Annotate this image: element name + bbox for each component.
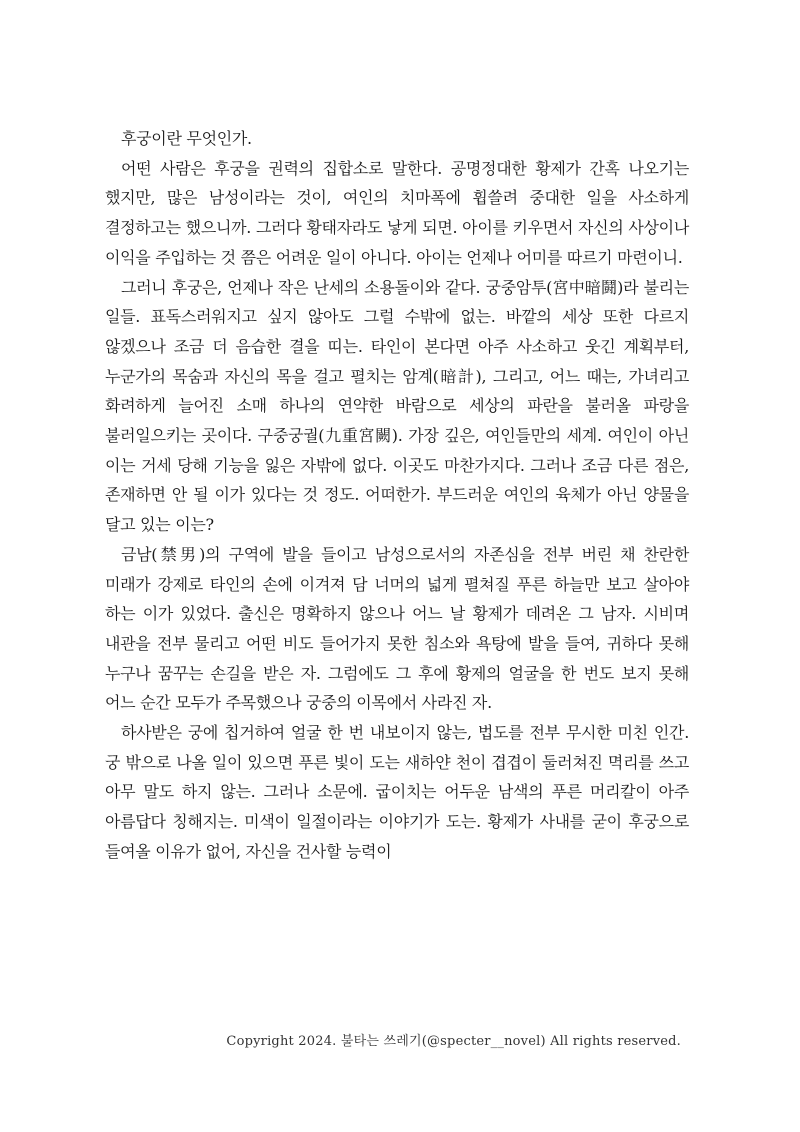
paragraph-1: 후궁이란 무엇인가. [121,129,252,148]
paragraph-5: 하사받은 궁에 칩거하여 얼굴 한 번 내보이지 않는, 법도를 전부 무시한 미친 인간. 궁 밖으로 나올 일이 있으면 푸른 빛이 도는 새하얀 천이 겹겹이 둘러쳐진 멱리를 쓰고 아무 말도 하지 않는. 그러나 소문에. 굽이치는 어두운 남색의 푸른 머리칼이 아주 아름답다 칭해지는. 미색이 일절이라는 이야기가 도는. 황제가 사내를 굳이 후궁으로 들여올 이유가 없어, 자신을 건사할 능력이 [105,723,689,861]
paragraph-3: 그러니 후궁은, 언제나 작은 난세의 소용돌이와 같다. 궁중암투(宮中暗鬪)라 불리는 일들. 표독스러워지고 싶지 않아도 그럴 수밖에 없는. 바깥의 세상 또한 다르지 않겠으나 조금 더 음습한 결을 띠는. 타인이 본다면 아주 사소하고 웃긴 계획부터, 누군가의 목숨과 자신의 목을 걸고 펼치는 암계(暗計), 그리고, 어느 때는, 가녀리고 화려하게 늘어진 소매 하나의 연약한 바람으로 세상의 파란을 불러올 파랑을 불러일으키는 곳이다. 구중궁궐(九重宮闕). 가장 깊은, 여인들만의 세계. 여인이 아닌 이는 거세 당해 기능을 잃은 자밖에 없다. 이곳도 마찬가지다. 그러나 조금 다른 점은, 존재하면 안 될 이가 있다는 것 정도. 어떠한가. 부드러운 여인의 육체가 아닌 양물을 달고 있는 이는? [105,277,689,535]
paragraph-2: 어떤 사람은 후궁을 권력의 집합소로 말한다. 공명정대한 황제가 간혹 나오기는 했지만, 많은 남성이라는 것이, 여인의 치마폭에 휩쓸려 중대한 일을 사소하게 결정하고는 했으니까. 그러다 황태자라도 낳게 되면. 아이를 키우면서 자신의 사상이나 이익을 주입하는 것 쯤은 어려운 일이 아니다. 아이는 언제나 어미를 따르기 마련이니. [105,158,689,267]
paragraph-4: 금남(禁男)의 구역에 발을 들이고 남성으로서의 자존심을 전부 버린 채 찬란한 미래가 강제로 타인의 손에 이겨져 담 너머의 넓게 펼쳐질 푸른 하늘만 보고 살아야 하는 이가 있었다. 출신은 명확하지 않으나 어느 날 황제가 데려온 그 남자. 시비며 내관을 전부 물리고 어떤 비도 들어가지 못한 침소와 욕탕에 발을 들여, 귀하다 못해 누구나 꿈꾸는 손길을 받은 자. 그럼에도 그 후에 황제의 얼굴을 한 번도 보지 못해 어느 순간 모두가 주목했으나 궁중의 이목에서 사라진 자. [105,544,689,713]
body-text [105,124,689,867]
copyright-footer: Copyright 2024. 불타는 쓰레기(@specter__novel) All rights reserved. [226,1034,681,1049]
